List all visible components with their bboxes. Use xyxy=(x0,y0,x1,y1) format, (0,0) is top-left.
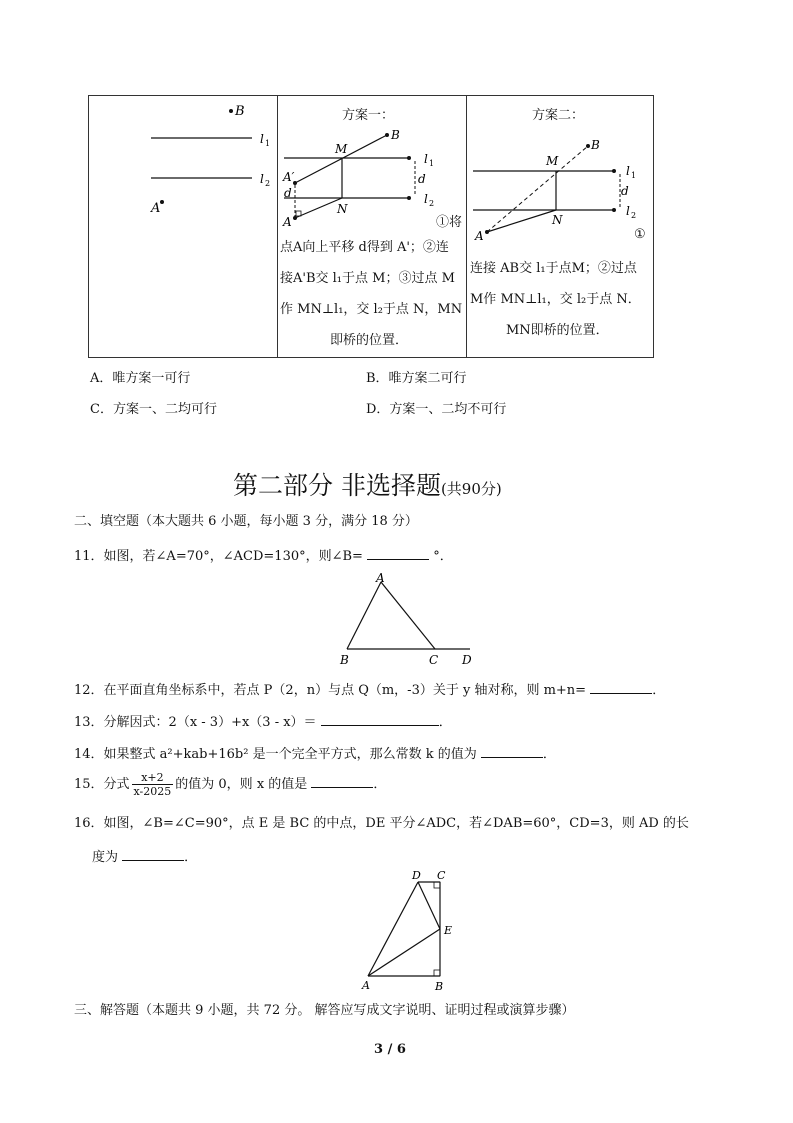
svg-text:A: A xyxy=(475,229,484,243)
svg-text:B: B xyxy=(391,128,400,142)
svg-text:M: M xyxy=(546,154,559,168)
fraction-15: $\frac{x+2}{x-2025}$ xyxy=(133,771,172,798)
figure-11 xyxy=(330,570,480,670)
part2-header: 二、填空题（本大题共 6 小题，每小题 3 分，满分 18 分） xyxy=(74,514,418,529)
label-b: B xyxy=(235,104,245,119)
plan2-step-3: M作 MN⊥l₁，交 l₂于点 N． xyxy=(470,292,641,307)
answer-blank-15[interactable] xyxy=(311,773,373,788)
svg-text:E: E xyxy=(444,924,453,937)
answer-blank-16[interactable] xyxy=(122,846,184,861)
page-number: 3 / 6 xyxy=(374,1042,406,1057)
svg-text:2: 2 xyxy=(429,199,435,208)
plan1-step-2: 点A向上平移 d得到 A'；②连 xyxy=(280,240,449,255)
svg-text:2: 2 xyxy=(265,179,271,188)
option-a: A．唯方案一可行 xyxy=(90,371,191,386)
svg-text:D: D xyxy=(412,869,421,882)
section-title: 第二部分 非选择题(共90分) xyxy=(233,471,502,500)
svg-text:N: N xyxy=(552,213,563,227)
plan1-step-3: 接A'B交 l₁于点 M；③过点 M xyxy=(280,271,455,286)
answer-blank-12[interactable] xyxy=(590,679,652,694)
svg-text:l: l xyxy=(424,152,428,166)
question-16-line1: 16．如图，∠B=∠C=90°，点 E 是 BC 的中点，DE 平分∠ADC，若∠DAB=60°，CD=3，则 AD 的长 xyxy=(74,816,689,831)
option-d: D．方案一、二均不可行 xyxy=(366,402,507,417)
svg-text:l: l xyxy=(424,192,428,206)
table-divider-2 xyxy=(466,96,467,358)
svg-text:C: C xyxy=(437,869,446,882)
option-c: C．方案一、二均可行 xyxy=(90,402,217,417)
svg-text:1: 1 xyxy=(429,159,435,168)
question-14: 14．如果整式 a²+kab+16b² 是一个完全平方式，那么常数 k 的值为 ． xyxy=(74,743,556,764)
plan1-step-5: 即桥的位置． xyxy=(330,333,409,348)
plan1-figure xyxy=(279,125,459,230)
plan2-title: 方案二： xyxy=(532,108,585,123)
svg-text:A: A xyxy=(362,979,370,992)
svg-text:A: A xyxy=(376,571,385,585)
svg-text:l: l xyxy=(626,204,630,218)
question-15: 15．分式 $\frac{x+2}{x-2025}$ 的值为 0，则 x 的值是 ． xyxy=(74,771,387,798)
svg-text:C: C xyxy=(429,653,439,667)
figure-16 xyxy=(355,862,465,994)
plan2-step-2: 连接 AB交 l₁于点M；②过点 xyxy=(470,261,637,276)
table-divider-1 xyxy=(277,96,278,358)
plan2-step-4: MN即桥的位置． xyxy=(506,323,609,338)
plan1-step-1: ①将 xyxy=(436,215,463,230)
svg-text:D: D xyxy=(462,653,472,667)
svg-text:1: 1 xyxy=(631,171,637,180)
svg-text:M: M xyxy=(335,142,348,156)
plan1-title: 方案一： xyxy=(342,108,395,123)
svg-text:N: N xyxy=(337,202,348,216)
svg-text:l: l xyxy=(626,164,630,178)
answer-blank-11[interactable] xyxy=(367,545,429,560)
answer-blank-13[interactable] xyxy=(321,711,439,726)
svg-text:2: 2 xyxy=(631,211,637,220)
svg-text:1: 1 xyxy=(265,139,271,148)
svg-text:A: A xyxy=(283,215,292,229)
question-16-line2: 度为 ． xyxy=(92,846,197,867)
question-11: 11．如图，若∠A=70°，∠ACD=130°，则∠B= °． xyxy=(74,545,453,566)
plan2-step-1: ① xyxy=(634,227,646,242)
svg-text:d: d xyxy=(418,172,426,186)
svg-text:A′: A′ xyxy=(283,170,295,184)
answer-blank-14[interactable] xyxy=(481,743,543,758)
svg-text:B: B xyxy=(591,138,600,152)
option-b: B．唯方案二可行 xyxy=(366,371,467,386)
svg-text:d: d xyxy=(621,184,629,198)
plan2-figure xyxy=(468,132,652,247)
question-13: 13．分解因式：2（x - 3）+x（3 - x）＝ ． xyxy=(74,711,452,732)
svg-text:l: l xyxy=(260,132,264,146)
label-a: A xyxy=(151,201,161,216)
part3-header: 三、解答题（本题共 9 小题，共 72 分。 解答应写成文字说明、证明过程或演算步骤） xyxy=(74,1003,575,1018)
svg-text:l: l xyxy=(260,172,264,186)
plan1-step-4: 作 MN⊥l₁，交 l₂于点 N，MN xyxy=(280,302,463,317)
svg-text:B: B xyxy=(435,980,444,993)
problem-figure xyxy=(90,97,276,227)
svg-text:d: d xyxy=(284,186,292,200)
svg-text:B: B xyxy=(340,653,349,667)
question-12: 12．在平面直角坐标系中，若点 P（2，n）与点 Q（m，-3）关于 y 轴对称，则 m+n= ． xyxy=(74,679,665,700)
